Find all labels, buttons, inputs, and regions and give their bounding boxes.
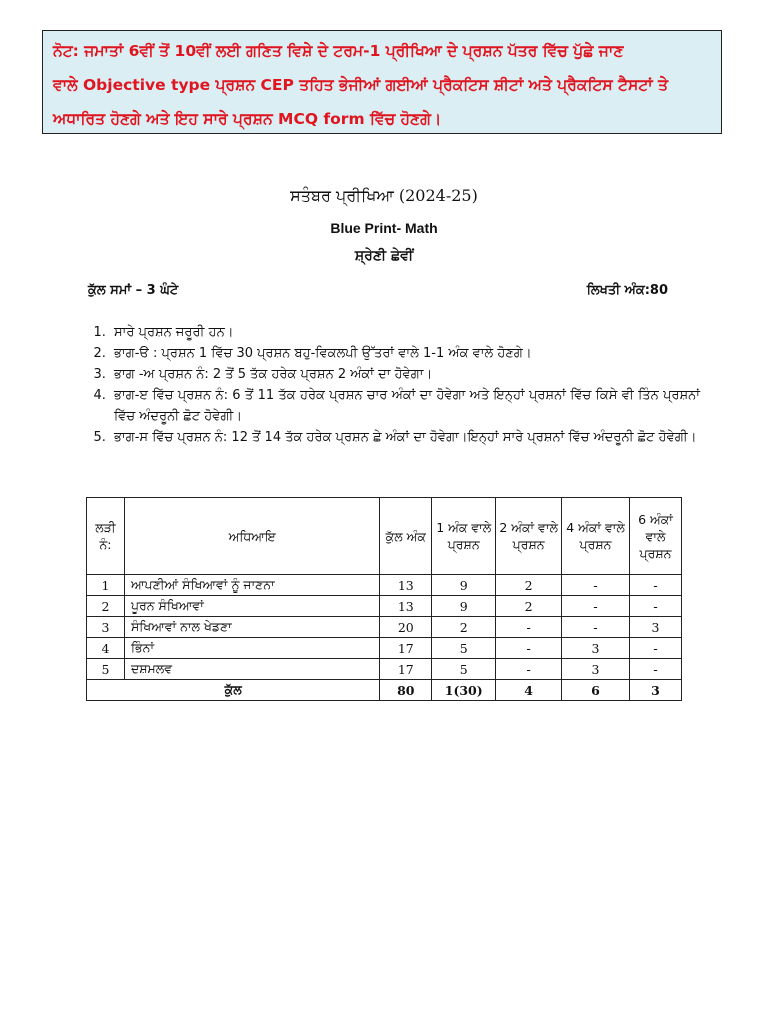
table-row [87,575,682,596]
instruction-item: 2. ਭਾਗ-ੳ : ਪ੍ਰਸ਼ਨ 1 ਵਿੱਚ 30 ਪ੍ਰਸ਼ਨ ਬਹੁ-ਵਿਕਲਪੀ ਉੱਤਰਾਂ ਵਾਲੇ 1-1 ਅੰਕ ਵਾਲੇ ਹੋਣਗੇ। [110,343,700,364]
table-cell: 3 [629,617,681,638]
instruction-item: 4. ਭਾਗ-ੲ ਵਿੱਚ ਪ੍ਰਸ਼ਨ ਨੰ: 6 ਤੋਂ 11 ਤੱਕ ਹਰੇਕ ਪ੍ਰਸ਼ਨ ਚਾਰ ਅੰਕਾਂ ਦਾ ਹੋਵੇਗਾ ਅਤੇ ਇਨ੍ਹਾਂ ਪ੍ਰਸ਼ਨਾਂ ਵਿੱਚ ਕਿਸੇ ਵੀ ਤਿੰਨ ਪ੍ਰਸ਼ਨਾਂ ਵਿੱਚ ਅੰਦਰੂਨੀ ਛੋਟ ਹੋਵੇਗੀ। [110,385,700,427]
table-cell: 1(30) [432,680,496,701]
table-total-row [87,680,682,701]
table-cell: 3 [87,617,125,638]
table-cell: 4 [496,680,562,701]
table-cell: 3 [629,680,681,701]
table-cell: ਦਸ਼ਮਲਵ [124,659,379,680]
total-label: ਕੁੱਲ [87,680,380,701]
table-cell: 1 [87,575,125,596]
table-row [87,638,682,659]
column-header: ਕੁੱਲ ਅੰਕ [380,498,432,575]
table-cell: - [562,596,630,617]
table-cell: ਆਪਣੀਆਂ ਸੰਖਿਆਵਾਂ ਨੂੰ ਜਾਣਨਾ [124,575,379,596]
table-cell: 4 [87,638,125,659]
table-cell: 17 [380,659,432,680]
table-cell: 17 [380,638,432,659]
note-line: ਅਧਾਰਿਤ ਹੋਣਗੇ ਅਤੇ ਇਹ ਸਾਰੇ ਪ੍ਰਸ਼ਨ MCQ form ਵਿੱਚ ਹੋਣਗੇ। [53,110,442,128]
table-cell: 9 [432,575,496,596]
table-header-row [87,498,682,575]
table-cell: 13 [380,596,432,617]
table-cell: - [629,596,681,617]
table-cell: - [496,617,562,638]
blueprint-table [86,497,682,701]
column-header: ਅਧਿਆਇ [124,498,379,575]
table-cell: - [629,575,681,596]
written-marks: ਲਿਖਤੀ ਅੰਕ:80 [586,283,668,298]
table-cell: - [629,638,681,659]
table-row [87,596,682,617]
table-cell: 2 [496,575,562,596]
note-box [42,30,722,134]
instruction-item: 3. ਭਾਗ -ਅ ਪ੍ਰਸ਼ਨ ਨੰ: 2 ਤੋਂ 5 ਤੱਕ ਹਰੇਕ ਪ੍ਰਸ਼ਨ 2 ਅੰਕਾਂ ਦਾ ਹੋਵੇਗਾ। [110,364,700,385]
class-label: ਸ਼੍ਰੇਣੀ ਛੇਵੀਂ [354,248,414,264]
table-row [87,617,682,638]
table-cell: 9 [432,596,496,617]
column-header: 6 ਅੰਕਾਂ ਵਾਲੇ ਪ੍ਰਸ਼ਨ [629,498,681,575]
table-cell: 20 [380,617,432,638]
blueprint-subtitle: Blue Print- Math [330,220,438,236]
column-header: 1 ਅੰਕ ਵਾਲੇ ਪ੍ਰਸ਼ਨ [432,498,496,575]
total-time: ਕੁੱਲ ਸਮਾਂ – 3 ਘੰਟੇ [88,283,179,298]
column-header: 2 ਅੰਕਾਂ ਵਾਲੇ ਪ੍ਰਸ਼ਨ [496,498,562,575]
table-cell: ਭਿੰਨਾਂ [124,638,379,659]
table-cell: - [496,638,562,659]
table-cell: - [562,617,630,638]
table-cell: - [562,575,630,596]
table-cell: 5 [432,659,496,680]
instruction-item: 5. ਭਾਗ-ਸ ਵਿੱਚ ਪ੍ਰਸ਼ਨ ਨੰ: 12 ਤੋਂ 14 ਤੱਕ ਹਰੇਕ ਪ੍ਰਸ਼ਨ ਛੇ ਅੰਕਾਂ ਦਾ ਹੋਵੇਗਾ।ਇਨ੍ਹਾਂ ਸਾਰੇ ਪ੍ਰਸ਼ਨਾਂ ਵਿੱਚ ਅੰਦਰੂਨੀ ਛੋਟ ਹੋਵੇਗੀ। [110,427,700,448]
instructions-list [88,322,700,448]
column-header: 4 ਅੰਕਾਂ ਵਾਲੇ ਪ੍ਰਸ਼ਨ [562,498,630,575]
table-cell: - [629,659,681,680]
exam-title: ਸਤੰਬਰ ਪ੍ਰੀਖਿਆ (2024-25) [290,186,478,205]
instruction-item: 1. ਸਾਰੇ ਪ੍ਰਸ਼ਨ ਜਰੂਰੀ ਹਨ। [110,322,700,343]
table-cell: 6 [562,680,630,701]
table-cell: 2 [496,596,562,617]
table-cell: 80 [380,680,432,701]
table-cell: 3 [562,638,630,659]
table-row [87,659,682,680]
note-line: ਨੋਟ: ਜਮਾਤਾਂ 6ਵੀਂ ਤੋਂ 10ਵੀਂ ਲਈ ਗਣਿਤ ਵਿਸ਼ੇ ਦੇ ਟਰਮ-1 ਪ੍ਰੀਖਿਆ ਦੇ ਪ੍ਰਸ਼ਨ ਪੱਤਰ ਵਿੱਚ ਪੁੱਛੇ ਜਾਣ [53,42,624,60]
table-cell: - [496,659,562,680]
table-cell: ਸੰਖਿਆਵਾਂ ਨਾਲ ਖੇਡਣਾ [124,617,379,638]
table-cell: 5 [87,659,125,680]
table-cell: 13 [380,575,432,596]
column-header: ਲੜੀ ਨੰ: [87,498,125,575]
note-line: ਵਾਲੇ Objective type ਪ੍ਰਸ਼ਨ CEP ਤਹਿਤ ਭੇਜੀਆਂ ਗਈਆਂ ਪ੍ਰੈਕਟਿਸ ਸ਼ੀਟਾਂ ਅਤੇ ਪ੍ਰੈਕਟਿਸ ਟੈਸਟਾਂ ਤੇ [53,76,668,94]
table-cell: ਪੂਰਨ ਸੰਖਿਆਵਾਂ [124,596,379,617]
table-cell: 3 [562,659,630,680]
table-cell: 2 [87,596,125,617]
table-cell: 5 [432,638,496,659]
table-cell: 2 [432,617,496,638]
